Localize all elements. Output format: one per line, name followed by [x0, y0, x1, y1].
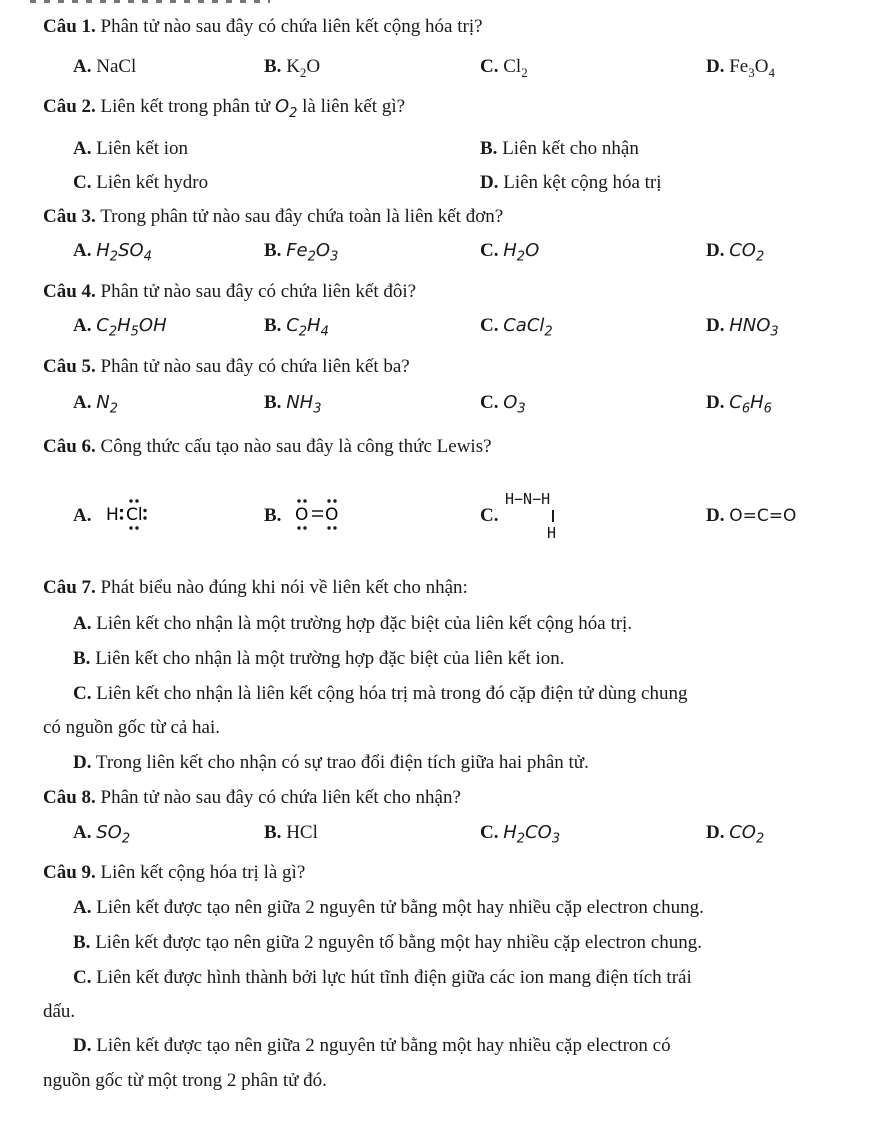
q1-option-a[interactable]: A. NaCl [73, 56, 137, 77]
q3-option-c[interactable]: C. $H_2O$ [480, 240, 540, 265]
q2-option-a[interactable]: A. Liên kết ion [73, 138, 189, 159]
lewis-o2 [294, 494, 354, 534]
q3-option-d[interactable]: D. $CO_2$ [706, 240, 765, 265]
q7-option-d[interactable]: D. Trong liên kết cho nhận có sự trao đổi điện tích giữa hai phân tử. [73, 752, 589, 773]
q9-option-b[interactable]: B. Liên kết được tạo nên giữa 2 nguyên tố bằng một hay nhiều cặp electron chung. [73, 932, 702, 953]
q2-option-b[interactable]: B. Liên kết cho nhận [480, 138, 639, 159]
q7-option-b[interactable]: B. Liên kết cho nhận là một trường hợp đặc biệt của liên kết ion. [73, 648, 565, 669]
q2-option-c[interactable]: C. Liên kết hydro [73, 172, 209, 193]
q6-option-a[interactable]: A. [73, 505, 92, 526]
q8-option-b[interactable]: B. HCl [264, 822, 318, 843]
q4-option-c[interactable]: C. CaCl$_2$ [480, 315, 553, 340]
q1-option-b[interactable]: B. $K_2O$ [264, 56, 321, 80]
q5-option-d[interactable]: D. $C_6H_6$ [706, 392, 772, 417]
question-6: Câu 6. Công thức cấu tạo nào sau đây là công thức Lewis? [43, 436, 492, 457]
q5-option-b[interactable]: B. $NH_3$ [264, 392, 322, 417]
q7-option-c[interactable]: C. Liên kết cho nhận là liên kết cộng hóa trị mà trong đó cặp điện tử dùng chung [73, 683, 688, 704]
q4-option-b[interactable]: B. $C_2H_4$ [264, 315, 329, 340]
question-1-label: Câu 1. [43, 16, 96, 37]
lewis-hcl-cl: Cl [126, 505, 143, 525]
question-3: Câu 3. Trong phân tử nào sau đây chứa toàn là liên kết đơn? [43, 206, 504, 227]
q9-option-d[interactable]: D. Liên kết được tạo nên giữa 2 nguyên tử bằng một hay nhiều cặp electron có [73, 1035, 671, 1056]
q4-option-a[interactable]: A. $C_2H_5OH$ [73, 315, 167, 340]
q6-option-b[interactable]: B. [264, 505, 282, 526]
q7-option-c-continued: có nguồn gốc từ cả hai. [43, 717, 221, 738]
q9-option-a[interactable]: A. Liên kết được tạo nên giữa 2 nguyên tử bằng một hay nhiều cặp electron chung. [73, 897, 704, 918]
q8-option-d[interactable]: D. $CO_2$ [706, 822, 765, 847]
question-5: Câu 5. Phân tử nào sau đây có chứa liên kết ba? [43, 356, 410, 377]
question-7: Câu 7. Phát biểu nào đúng khi nói về liên kết cho nhận: [43, 577, 468, 598]
q6-option-c[interactable]: C. [480, 505, 499, 526]
q9-option-c[interactable]: C. Liên kết được hình thành bởi lực hút tĩnh điện giữa các ion mang điện tích trái [73, 967, 692, 988]
nh3-structure-top: H−N−H [505, 490, 551, 508]
q8-option-c[interactable]: C. $H_2CO_3$ [480, 822, 561, 847]
lewis-hcl [104, 494, 164, 534]
question-1-text: Phân tử nào sau đây có chứa liên kết cộng hóa trị? [95, 16, 483, 37]
question-4: Câu 4. Phân tử nào sau đây có chứa liên kết đôi? [43, 281, 417, 302]
q1-option-d[interactable]: D. $Fe_3O_4$ [706, 56, 775, 80]
q2-option-d[interactable]: D. Liên kệt cộng hóa trị [480, 172, 662, 193]
nh3-structure-bottom: H [547, 524, 557, 542]
q9-option-d-continued: nguồn gốc từ một trong 2 phân tử đó. [43, 1070, 327, 1091]
question-8: Câu 8. Phân tử nào sau đây có chứa liên kết cho nhận? [43, 787, 461, 808]
lewis-o2-o1: O [295, 505, 309, 525]
question-1 [43, 16, 483, 38]
q4-option-d[interactable]: D. $HNO_3$ [706, 315, 779, 340]
question-2: Câu 2. Liên kết trong phân tử $O_2$ là liên kết gì? [43, 96, 406, 121]
q3-option-a[interactable]: A. $H_2SO_4$ [73, 240, 152, 265]
q5-option-c[interactable]: C. $O_3$ [480, 392, 526, 417]
nh3-vertical-bond [552, 510, 554, 522]
q9-option-c-continued: dấu. [43, 1001, 76, 1022]
q5-option-a[interactable]: A. $N_2$ [73, 392, 118, 417]
lewis-o2-o2: O [325, 505, 339, 525]
q7-option-a[interactable]: A. Liên kết cho nhận là một trường hợp đặc biệt của liên kết cộng hóa trị. [73, 613, 633, 634]
question-9: Câu 9. Liên kết cộng hóa trị là gì? [43, 862, 306, 883]
lewis-hcl-h: H [106, 505, 119, 525]
q3-option-b[interactable]: B. $Fe_2O_3$ [264, 240, 339, 265]
cropped-header-strip [30, 0, 270, 5]
q8-option-a[interactable]: A. $SO_2$ [73, 822, 131, 847]
q6-option-d[interactable]: D. O=C=O [706, 505, 797, 526]
q1-option-c[interactable]: C. $Cl_2$ [480, 56, 528, 80]
